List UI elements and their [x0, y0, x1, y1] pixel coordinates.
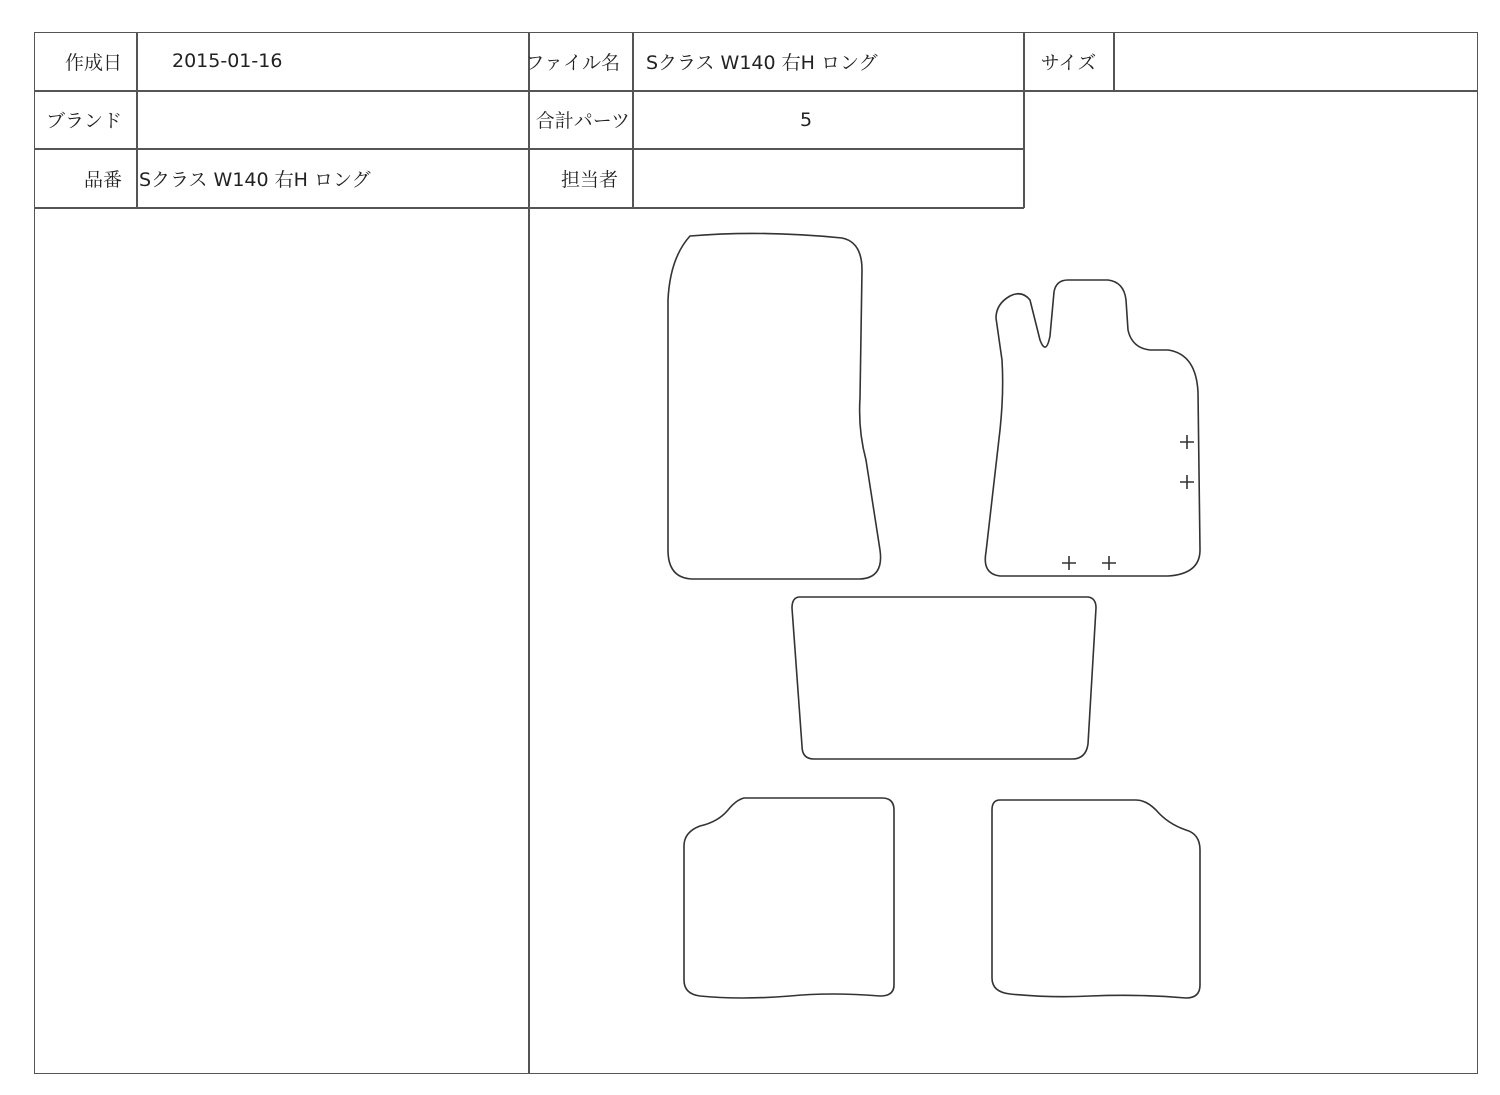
person-in-charge-label: 担当者: [560, 168, 618, 191]
mount-mark-2: [1180, 475, 1194, 489]
part-number-label: 品番: [83, 168, 122, 191]
brand-label: ブランド: [45, 110, 122, 132]
mount-mark-3: [1062, 556, 1076, 570]
created-date-value: 2015-01-16: [172, 50, 283, 72]
rear-left-mat-outline: [684, 798, 894, 998]
rear-center-mat-outline: [792, 597, 1096, 759]
file-name-value: Sクラス W140 右H ロング: [646, 51, 878, 74]
mount-mark-1: [1180, 435, 1194, 449]
front-left-mat-outline: [668, 233, 881, 579]
total-parts-value: 5: [799, 108, 813, 131]
total-parts-label: 合計パーツ: [535, 110, 630, 132]
mount-mark-4: [1102, 556, 1116, 570]
part-number-value: Sクラス W140 右H ロング: [139, 168, 371, 191]
size-label: サイズ: [1040, 51, 1097, 74]
front-right-mat-outline: [985, 280, 1200, 576]
file-name-label: ファイル名: [525, 51, 620, 74]
rear-right-mat-outline: [992, 800, 1200, 998]
created-date-label: 作成日: [64, 51, 122, 74]
